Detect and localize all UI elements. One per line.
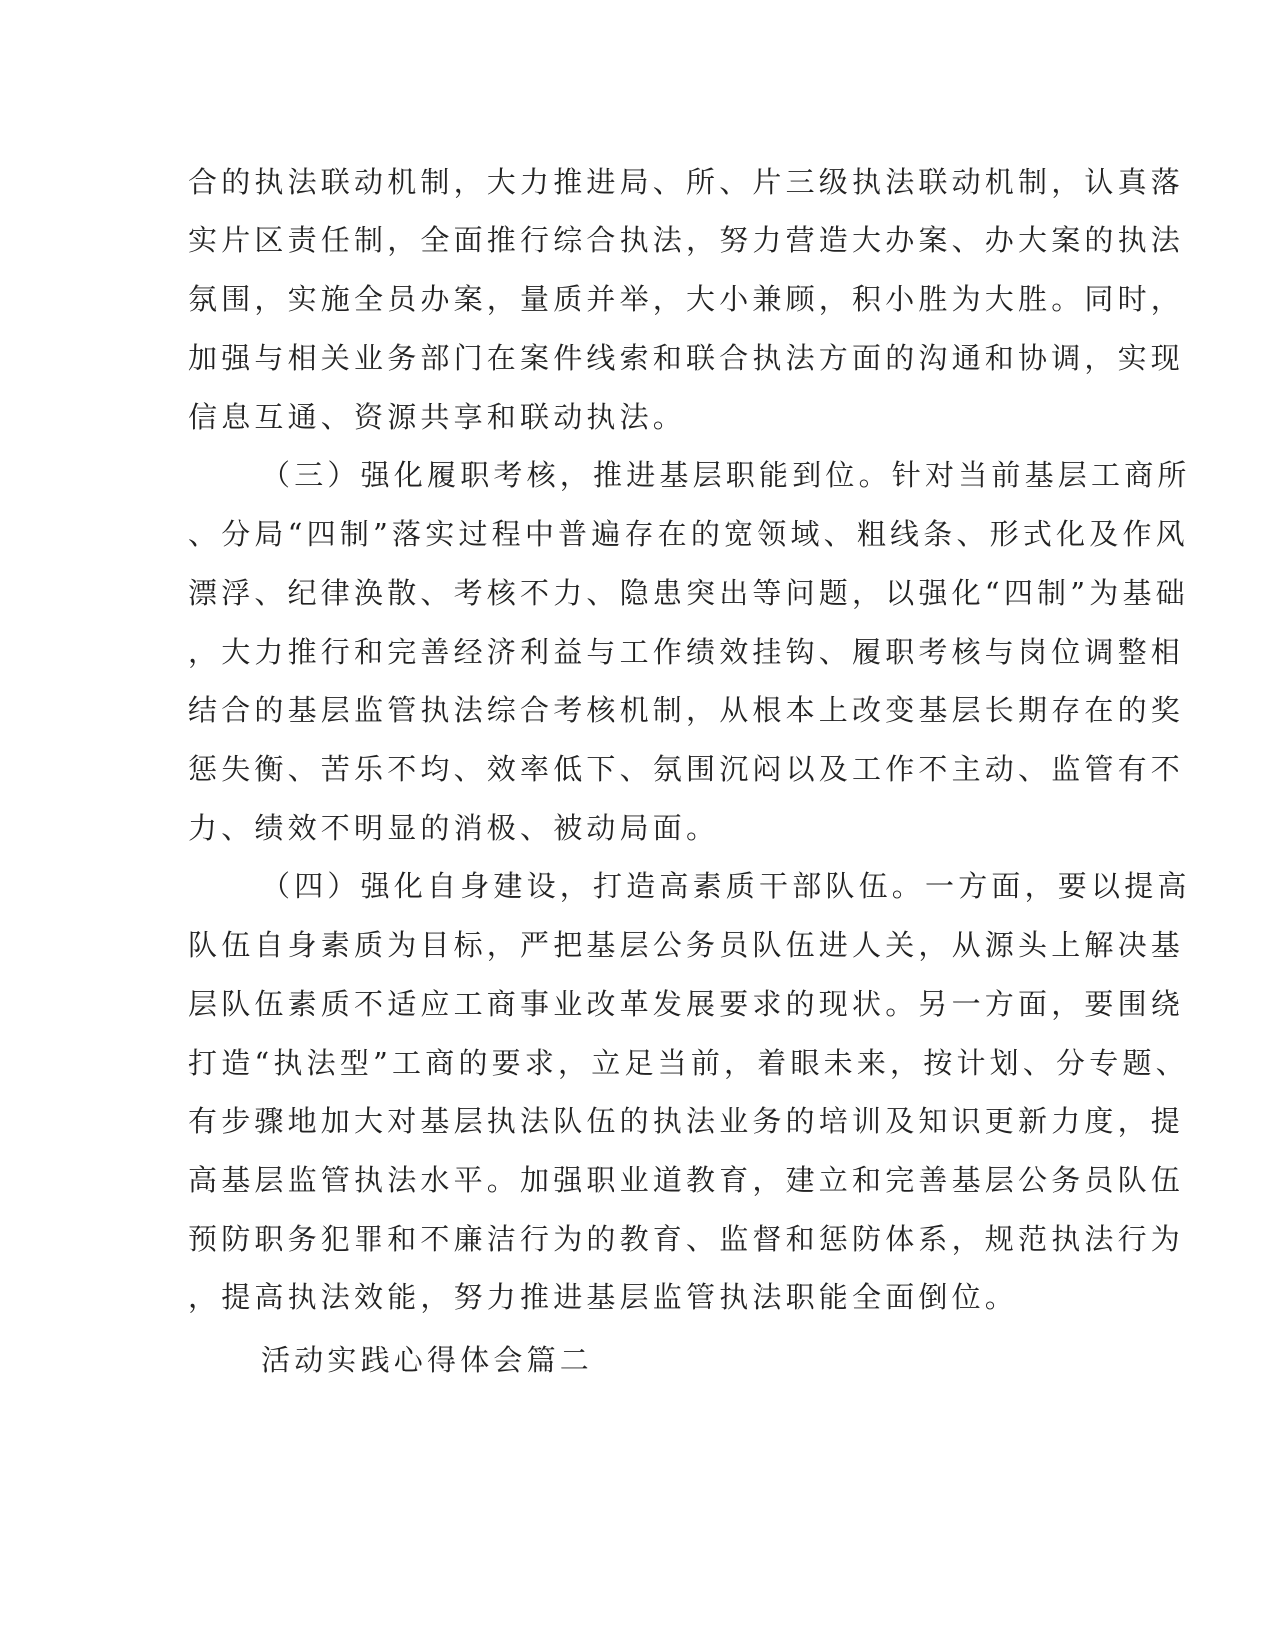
text-line: 合的执法联动机制，大力推进局、所、片三级执法联动机制，认真落 <box>188 165 1185 199</box>
text-line: ，大力推行和完善经济利益与工作绩效挂钩、履职考核与岗位调整相 <box>188 635 1185 669</box>
paragraph-start-line: （四）强化自身建设，打造高素质干部队伍。一方面，要以提高 <box>261 869 1191 903</box>
text-line: 惩失衡、苦乐不均、效率低下、氛围沉闷以及工作不主动、监管有不 <box>188 752 1185 786</box>
section-heading: 活动实践心得体会篇二 <box>261 1343 594 1377</box>
text-line: 加强与相关业务部门在案件线索和联合执法方面的沟通和协调，实现 <box>188 341 1185 375</box>
text-line: 氛围，实施全员办案，量质并举，大小兼顾，积小胜为大胜。同时， <box>188 282 1185 316</box>
text-line: 高基层监管执法水平。加强职业道教育，建立和完善基层公务员队伍 <box>188 1163 1185 1197</box>
text-line: 、分局“四制”落实过程中普遍存在的宽领域、粗线条、形式化及作风 <box>188 517 1189 551</box>
text-line: 信息互通、资源共享和联动执法。 <box>188 400 687 434</box>
text-line: 打造“执法型”工商的要求，立足当前，着眼未来，按计划、分专题、 <box>188 1046 1189 1080</box>
text-line: 结合的基层监管执法综合考核机制，从根本上改变基层长期存在的奖 <box>188 693 1185 727</box>
text-line: 队伍自身素质为目标，严把基层公务员队伍进人关，从源头上解决基 <box>188 928 1185 962</box>
text-line: 实片区责任制，全面推行综合执法，努力营造大办案、办大案的执法 <box>188 223 1185 257</box>
text-line: 漂浮、纪律涣散、考核不力、隐患突出等问题，以强化“四制”为基础 <box>188 576 1189 610</box>
text-line: 层队伍素质不适应工商事业改革发展要求的现状。另一方面，要围绕 <box>188 987 1185 1021</box>
text-line: 力、绩效不明显的消极、被动局面。 <box>188 811 720 845</box>
text-line: ，提高执法效能，努力推进基层监管执法职能全面倒位。 <box>188 1280 1019 1314</box>
text-line: 预防职务犯罪和不廉洁行为的教育、监督和惩防体系，规范执法行为 <box>188 1222 1185 1256</box>
paragraph-start-line: （三）强化履职考核，推进基层职能到位。针对当前基层工商所 <box>261 458 1191 492</box>
text-line: 有步骤地加大对基层执法队伍的执法业务的培训及知识更新力度，提 <box>188 1104 1185 1138</box>
